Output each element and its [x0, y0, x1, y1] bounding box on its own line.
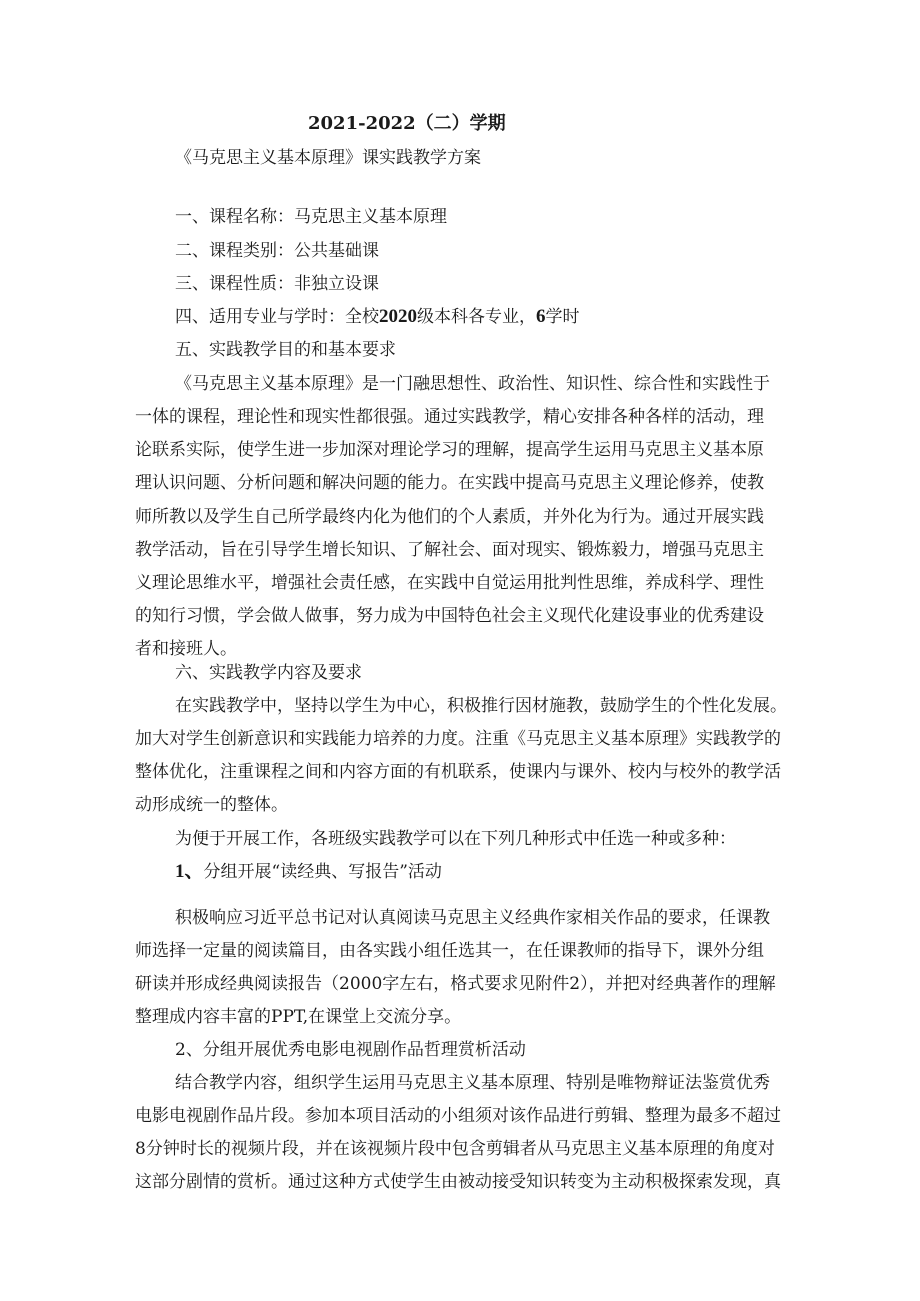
section6-line: 动形成统一的整体。 — [135, 795, 288, 815]
activity1-title: 分组开展“读经典、写报告”活动 — [203, 862, 442, 882]
activity1-line: 整理成内容丰富的PPT,在课堂上交流分享。 — [135, 1007, 462, 1027]
section6-line: 加大对学生创新意识和实践能力培养的力度。注重《马克思主义基本原理》实践教学的 — [135, 729, 781, 749]
activity2-line: 电影电视剧作品片段。参加本项目活动的小组须对该作品进行剪辑、整理为最多不超过 — [135, 1106, 781, 1126]
section5-line: 一体的课程，理论性和现实性都很强。通过实践教学，精心安排各种各样的活动，理 — [135, 407, 764, 427]
section5-line: 教学活动，旨在引导学生增长知识、了解社会、面对现实、锻炼毅力，增强马克思主 — [135, 540, 764, 560]
activity1-line: 师选择一定量的阅读篇目，由各实践小组任选其一，在任课教师的指导下，课外分组 — [135, 941, 764, 961]
section5-line: 论联系实际，使学生进一步加深对理论学习的理解，提高学生运用马克思主义基本原 — [135, 440, 764, 460]
section5-line: 《马克思主义基本原理》是一门融思想性、政治性、知识性、综合性和实践性于 — [175, 374, 770, 394]
activity1-number: 1、 — [175, 861, 204, 882]
section5-heading: 五、实践教学目的和基本要求 — [175, 340, 396, 360]
activity2-line: 这部分剧情的赏析。通过这种方式使学生由被动接受知识转变为主动积极探索发现，真 — [135, 1172, 781, 1192]
majors-hours: 6 — [536, 306, 546, 327]
semester-title: 2021-2022（二）学期 — [308, 113, 506, 134]
activity2-line: 结合教学内容，组织学生运用马克思主义基本原理、特别是唯物辩证法鉴赏优秀 — [175, 1073, 770, 1093]
section5-line: 者和接班人。 — [135, 639, 237, 659]
activity1-heading — [175, 860, 442, 884]
section5-line: 理认识问题、分析问题和解决问题的能力。在实践中提高马克思主义理论修养，使教 — [135, 473, 764, 493]
section6-line: 在实践教学中，坚持以学生为中心，积极推行因材施教，鼓励学生的个性化发展。 — [175, 696, 787, 716]
majors-suffix: 学时 — [545, 307, 580, 327]
majors-prefix: 四、适用专业与学时：全校 — [175, 307, 379, 327]
forms-intro: 为便于开展工作，各班级实践教学可以在下列几种形式中任选一种或多种： — [175, 829, 736, 849]
activity1-line: 研读并形成经典阅读报告（2000字左右，格式要求见附件2），并把对经典著作的理解 — [135, 974, 776, 994]
section6-heading: 六、实践教学内容及要求 — [175, 663, 362, 683]
section5-line: 的知行习惯，学会做人做事，努力成为中国特色社会主义现代化建设事业的优秀建设 — [135, 606, 764, 626]
course-name: 一、课程名称：马克思主义基本原理 — [175, 207, 447, 227]
activity2-heading: 2、分组开展优秀电影电视剧作品哲理赏析活动 — [175, 1040, 526, 1060]
course-type: 二、课程类别：公共基础课 — [175, 241, 379, 261]
activity1-line: 积极响应习近平总书记对认真阅读马克思主义经典作家相关作品的要求，任课教 — [175, 908, 770, 928]
section5-line: 师所教以及学生自己所学最终内化为他们的个人素质，并外化为行为。通过开展实践 — [135, 507, 764, 527]
document-title: 《马克思主义基本原理》课实践教学方案 — [175, 148, 481, 168]
section6-line: 整体优化，注重课程之间和内容方面的有机联系，使课内与课外、校内与校外的教学活 — [135, 762, 781, 782]
section5-line: 义理论思维水平，增强社会责任感，在实践中自觉运用批判性思维，养成科学、理性 — [135, 573, 764, 593]
majors-year: 2020 — [379, 306, 417, 327]
majors-mid: 级本科各专业， — [417, 307, 536, 327]
course-nature: 三、课程性质：非独立设课 — [175, 274, 379, 294]
applicable-majors — [175, 305, 580, 329]
activity2-line: 8分钟时长的视频片段，并在该视频片段中包含剪辑者从马克思主义基本原理的角度对 — [135, 1139, 775, 1159]
